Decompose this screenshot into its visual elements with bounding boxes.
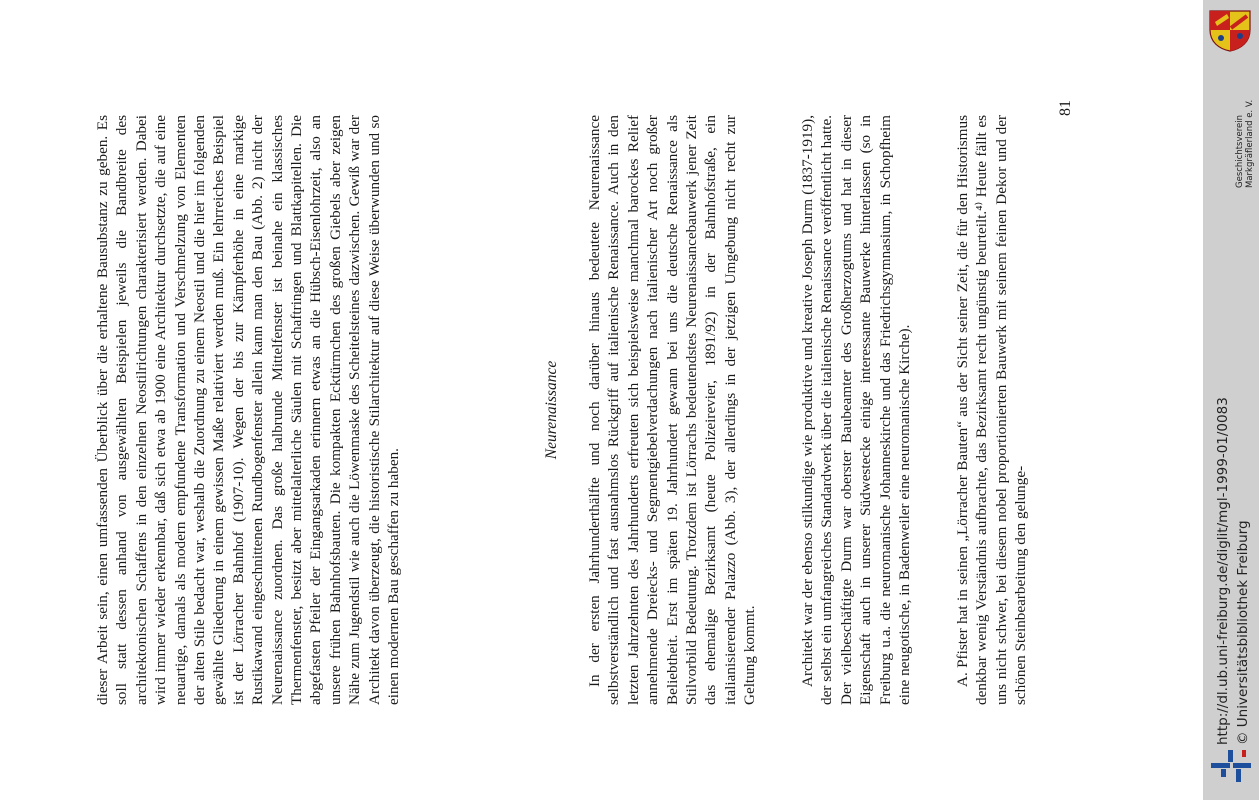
university-library-logo-icon bbox=[1211, 748, 1251, 784]
paragraph-2: In der ersten Jahrhunderthälfte und noch darüber hinaus bedeutete Neurenaissance selbstverständlich und fast ausnahmslos Rückgriff auf italienische Renaissance. Auch in den letzten Jahrzehnten des Jahrhunderts erfreuten sich beispielsweise manchmal barockes Relief annehmende Dreiecks- und Segmentgiebelverdachungen nach italienischer Art noch großer Beliebtheit. Erst im späten 19. Jahrhundert gewann bei uns die deutsche Renaissance als Stilvorbild Bedeutung. Trotzdem ist Lörrachs bedeutendstes Neurenaissancebauwerk jener Zeit das ehemalige Bezirksamt (heute Polizeirevier, 1891/92) in der Bahnhofstraße, ein italianisierender Palazzo (Abb. 3), der allerdings in der jetzigen Umgebung nicht recht zur Geltung kommt. bbox=[586, 115, 759, 705]
section-heading: Neurenaissance bbox=[543, 360, 560, 460]
source-url[interactable]: http://dl.ub.uni-freiburg.de/diglit/mgl-1999-01/0083 bbox=[1215, 397, 1231, 745]
society-name bbox=[1235, 100, 1255, 188]
paragraph-1: dieser Arbeit sein, einen umfassenden Überblick über die erhaltene Bausubstanz zu geben. Es soll statt dessen anhand von ausgewählten Beispielen jeweils die Bandbreite des architektonischen Schaffens in den einzelnen Neostilrichtungen charakterisiert werden. Dabei wird immer wieder erkennbar, daß sich etwa ab 1900 eine Architektur durchsetzte, die auf eine neuartige, damals als modern empfundene Transformation und Verschmelzung von Elementen der alten Stile bedacht war, weshalb die Zuordnung zu einem Neostil und die hier im folgenden gewählte Gliederung in einem gewissen Maße relativiert werden muß. Ein lehrreiches Beispiel ist der Lörracher Bahnhof (1907-10). Wegen der bis zur Kämpferhöhe in eine markige Rustikawand eingeschnittenen Rundbogenfenster allein kann man den Bau (Abb. 2) nicht der Neurenaissance zuordnen. Das große halbrunde Mittelfenster ist beinahe ein klassisches Thermenfenster, besitzt aber mittelalterliche Säulen mit Schaftringen und Blattkapitellen. Die abgefasten Pfeiler der Eingangsarkaden erinnern etwas an die Hübsch-Eisenlohrzeit, also an unsere frühen Bahnhofsbauten. Die kompakten Ecktürmchen des großen Giebels aber zeigen Nähe zum Jugendstil wie auch die Löwenmaske des Scheitelsteines dazwischen. Gewiß war der Architekt davon überzeugt, die historistische Stilarchitektur auf diese Weise überwunden und so einen modernen Bau geschaffen zu haben. bbox=[94, 115, 403, 705]
society-line-1: Geschichtsverein bbox=[1235, 114, 1245, 188]
society-line-2: Markgräflerland e. V. bbox=[1245, 99, 1255, 188]
library-credit: © Universitätsbibliothek Freiburg bbox=[1235, 520, 1251, 745]
society-crest-icon bbox=[1207, 8, 1253, 52]
sidebar-text bbox=[1203, 0, 1259, 800]
paragraph-4: A. Pfister hat in seinen „Lörracher Bauten“ aus der Sicht seiner Zeit, die für den Historismus denkbar wenig Verständnis aufbrachte, das Bezirksamt recht ungünstig beurteilt.⁴⁾ Heute fällt es uns nicht schwer, bei diesem nobel proportionierten Bauwerk mit seinem feinen Dekor und der schönen Steinbearbeitung den gelunge- bbox=[954, 115, 1030, 705]
page-number: 81 bbox=[1057, 100, 1074, 116]
paragraph-3: Architekt war der ebenso stilkundige wie produktive und kreative Joseph Durm (1837-1919), der selbst ein umfangreiches Standardwerk über die italienische Renaissance veröffentlicht hatte. Der vielbeschäftigte Durm war oberster Baubeamter des Großherzogtums und hat in dieser Eigenschaft auch in unserer Südwestecke einige interessante Bauwerke hinterlassen (so in Freiburg u.a. die neuromanische Johanneskirche und das Friedrichsgymnasium, in Schopfheim eine neugotische, in Badenweiler eine neuromanische Kirche). bbox=[799, 115, 914, 705]
